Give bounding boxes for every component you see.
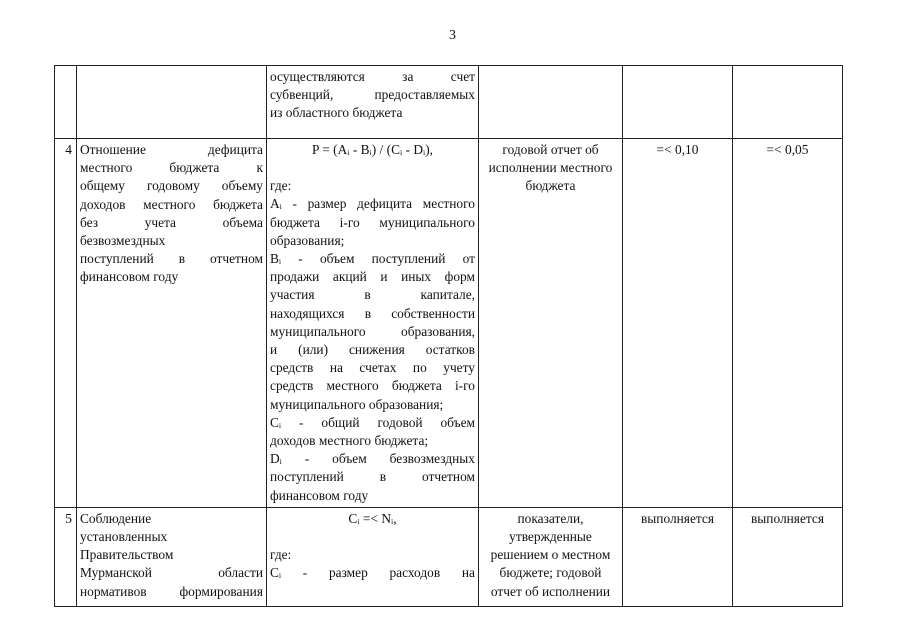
source-cell bbox=[479, 139, 623, 508]
source-line: бюджета bbox=[525, 178, 576, 194]
table-row bbox=[55, 139, 843, 508]
method-line: доходов местного бюджета; bbox=[270, 433, 429, 449]
indicator-line: Соблюдение bbox=[80, 510, 152, 526]
indicator-line: Правительством bbox=[80, 547, 174, 563]
row-number: 4 bbox=[55, 139, 77, 508]
method-line: муниципального образования, bbox=[270, 323, 475, 339]
method-line: бюджета i-го муниципального bbox=[270, 214, 475, 230]
method-line: участия в капитале, bbox=[270, 287, 475, 303]
source-cell bbox=[479, 507, 623, 606]
source-line: показатели, bbox=[517, 510, 584, 526]
method-line: Cᵢ - общий годовой объем bbox=[270, 414, 475, 430]
source-line: утвержденные bbox=[509, 529, 592, 545]
method-line: находящихся в собственности bbox=[270, 305, 475, 321]
indicator-cell bbox=[77, 507, 267, 606]
indicator-line: поступлений в отчетном bbox=[80, 251, 263, 267]
value1-cell: =< 0,10 bbox=[623, 139, 733, 508]
page-number: 3 bbox=[449, 28, 456, 43]
method-line: продажи акций и иных форм bbox=[270, 269, 475, 285]
formula: P = (Aᵢ - Bᵢ) / (Cᵢ - Dᵢ), bbox=[311, 142, 434, 157]
method-cell bbox=[267, 507, 479, 606]
indicator-line: нормативов формирования bbox=[80, 583, 263, 599]
source-line: решением о местном bbox=[490, 547, 611, 563]
indicator-line: без учета объема bbox=[80, 214, 263, 230]
indicator-line: общему годовому объему bbox=[80, 178, 263, 194]
method-line: Cᵢ - размер расходов на bbox=[270, 565, 475, 581]
method-line: и (или) снижения остатков bbox=[270, 342, 475, 358]
indicator-cell bbox=[77, 139, 267, 508]
method-line: Aᵢ - размер дефицита местного bbox=[270, 196, 475, 212]
method-line: из областного бюджета bbox=[270, 105, 403, 121]
indicator-line: доходов местного бюджета bbox=[80, 196, 263, 212]
where-label: где: bbox=[270, 178, 292, 194]
source-line: отчет об исполнении bbox=[490, 583, 611, 599]
indicator-line: установленных bbox=[80, 529, 168, 545]
method-line: средств на счетах по учету bbox=[270, 360, 475, 376]
method-line: образования; bbox=[270, 232, 345, 248]
method-cell bbox=[267, 66, 479, 139]
method-line: муниципального образования; bbox=[270, 396, 444, 412]
indicator-line: местного бюджета к bbox=[80, 160, 263, 176]
formula: Cᵢ =< Nᵢ, bbox=[348, 510, 397, 526]
value1-cell: выполняется bbox=[623, 507, 733, 606]
source-line: годовой отчет об bbox=[502, 142, 599, 157]
indicator-cell bbox=[77, 66, 267, 139]
method-line: поступлений в отчетном bbox=[270, 469, 475, 485]
value1-cell bbox=[623, 66, 733, 139]
table-row bbox=[55, 66, 843, 139]
source-line: исполнении местного bbox=[488, 160, 613, 176]
indicator-line: безвозмездных bbox=[80, 233, 166, 249]
method-line: финансовом году bbox=[270, 487, 369, 503]
method-line: средств местного бюджета i-го bbox=[270, 378, 475, 394]
where-label: где: bbox=[270, 547, 292, 563]
row-number bbox=[55, 66, 77, 139]
row-number: 5 bbox=[55, 507, 77, 606]
source-line: бюджете; годовой bbox=[499, 565, 602, 581]
indicator-line: Мурманской области bbox=[80, 565, 263, 581]
criteria-table bbox=[54, 65, 843, 607]
value2-cell: выполняется bbox=[733, 507, 843, 606]
table-row bbox=[55, 507, 843, 606]
method-cell bbox=[267, 139, 479, 508]
value2-cell bbox=[733, 66, 843, 139]
method-line: Bᵢ - объем поступлений от bbox=[270, 251, 475, 267]
method-line: субвенций, предоставляемых bbox=[270, 87, 475, 103]
method-line: Dᵢ - объем безвозмездных bbox=[270, 451, 475, 467]
indicator-line: Отношение дефицита bbox=[80, 142, 263, 157]
value2-cell: =< 0,05 bbox=[733, 139, 843, 508]
source-cell bbox=[479, 66, 623, 139]
indicator-line: финансовом году bbox=[80, 269, 179, 285]
method-line: осуществляются за счет bbox=[270, 69, 475, 84]
